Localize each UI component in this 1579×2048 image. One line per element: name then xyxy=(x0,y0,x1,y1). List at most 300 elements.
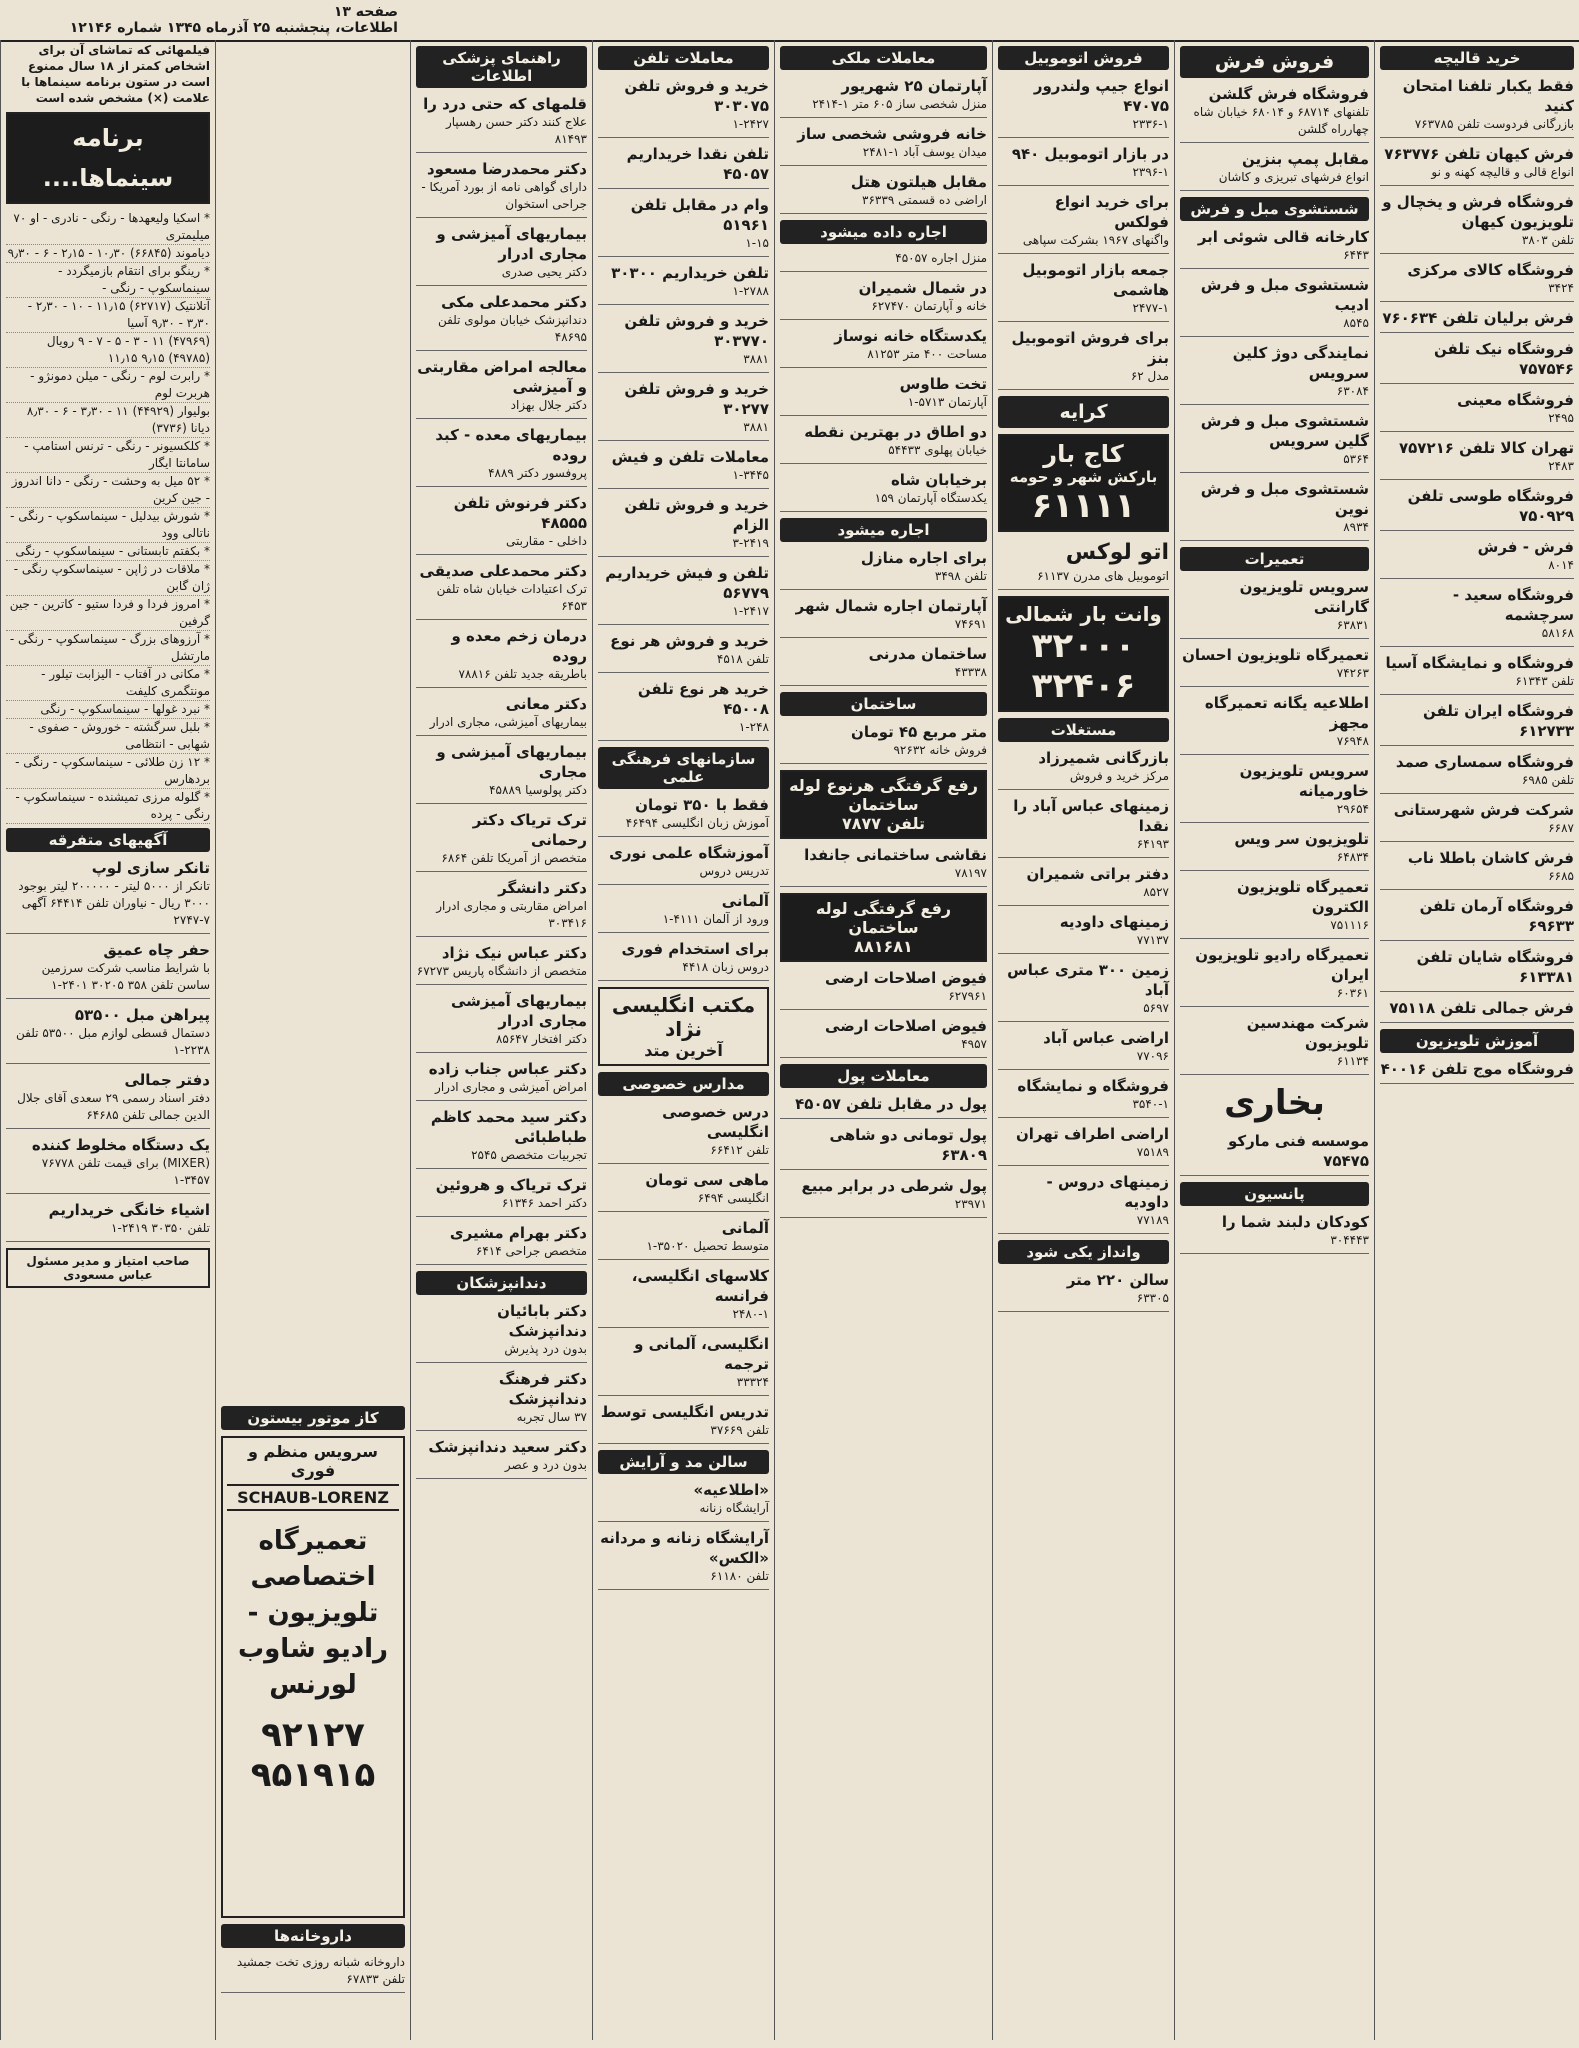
ad-title: آپارتمان ۲۵ شهریور xyxy=(841,77,987,95)
cinema-line: * ملاقات در ژاپن - سینماسکوپ رنگی - ژان گابن xyxy=(6,561,210,596)
classified-ad xyxy=(1380,537,1574,579)
ad-body: ۴۳۳۳۸ xyxy=(954,665,987,679)
ad-title: تعمیرگاه تلویزیون احسان xyxy=(1182,646,1369,664)
classified-ad xyxy=(998,144,1169,186)
ad-title: فرش برلیان تلفن ۷۶۰۶۳۴ xyxy=(1382,309,1574,327)
ad-title: برای اجاره منازل xyxy=(860,549,987,567)
ad-title: ماهی سی تومان xyxy=(645,1171,769,1189)
classified-ad xyxy=(1380,947,1574,992)
cinema-banner: برنامه سینماها.... xyxy=(6,112,210,204)
classified-ad xyxy=(416,1175,587,1217)
ad-title: دکتر عباس نیک نژاد xyxy=(441,944,587,962)
ad-title: خرید و فروش هر نوع xyxy=(610,632,769,650)
ad-title: فرش کیهان تلفن ۷۶۳۷۷۶ xyxy=(1384,145,1574,163)
ad-title: دفتر براتی شمیران xyxy=(1026,865,1169,883)
section-header: آموزش تلویزیون xyxy=(1380,1029,1574,1053)
ad-body: ۵۳۶۴ xyxy=(1343,452,1369,466)
ad-title: مکتب انگلیسی نژاد xyxy=(611,993,756,1041)
ad-body: ورود از آلمان ۴۱۱۱-۱ xyxy=(662,912,769,926)
classified-ad xyxy=(998,538,1169,590)
ad-body: دروس زبان ۴۴۱۸ xyxy=(682,960,769,974)
classified-ad xyxy=(416,694,587,736)
ad-body: بدون درد و عصر xyxy=(504,1458,587,1472)
classified-ad xyxy=(598,1402,769,1444)
ad-title: تدریس انگلیسی توسط xyxy=(600,1403,769,1421)
ad-body: تجربیات متخصص ۲۵۴۵ xyxy=(471,1148,587,1162)
ad-title: ساختمان مدرنی xyxy=(868,645,987,663)
ad-title: پول در مقابل تلفن ۴۵۰۵۷ xyxy=(795,1095,987,1113)
column-cinema xyxy=(0,40,215,2040)
ad-body: تلفن ۶۹۸۵ xyxy=(1521,773,1574,787)
column-phone-deals xyxy=(592,40,774,2040)
ad-body: ۷۶۹۴۸ xyxy=(1336,734,1369,748)
cinema-line: * گلوله مرزی تمیشنده - سینماسکوپ - رنگی - پرده xyxy=(6,789,210,824)
taxi-ad xyxy=(998,434,1169,532)
classified-ad xyxy=(416,1059,587,1101)
ad-body: خانه و آپارتمان ۶۲۷۴۷۰ xyxy=(871,299,987,313)
ad-body: آپارتمان ۵۷۱۳-۱ xyxy=(907,395,987,409)
ad-body: ۷۵۱۸۹ xyxy=(1136,1145,1169,1159)
cinema-line: * مکانی در آفتاب - الیزابت تیلور - مونتگمری کلیفت xyxy=(6,666,210,701)
ad-body: ۷۴۶۹۱ xyxy=(954,617,987,631)
classified-ad xyxy=(598,447,769,489)
ad-body: ۳۳۳۲۴ xyxy=(736,1375,769,1389)
ad-body: آخرین متد xyxy=(644,1041,723,1060)
classified-ad xyxy=(780,76,987,118)
classified-ad xyxy=(1180,645,1369,687)
section-header: شستشوی مبل و فرش xyxy=(1180,197,1369,221)
ad-body: ۱-۱۵ xyxy=(745,236,769,250)
ad-title: پول تومانی دو شاهی ۶۳۸۰۹ xyxy=(829,1126,987,1164)
ad-title: بیماریهای آمیزشی و مجاری ادرار xyxy=(436,225,587,263)
ad-title: زمین ۳۰۰ متری عباس آباد xyxy=(1007,961,1169,999)
section-header: معاملات ملکی xyxy=(780,46,987,70)
ad-body: ۵۸۱۶۸ xyxy=(1541,626,1574,640)
ad-body: ۲۹۶۵۴ xyxy=(1336,802,1369,816)
ad-title: دو اطاق در بهترین نقطه xyxy=(804,423,987,441)
ad-title: برای خرید انواع فولکس xyxy=(1054,193,1169,231)
ad-body: تلفن ۶۱۳۴۳ xyxy=(1515,674,1574,688)
classified-ad xyxy=(598,795,769,837)
ad-title: دکتر بابائیان دندانپزشک xyxy=(497,1302,587,1340)
ad-title: بیماریهای آمیزشی و مجاری xyxy=(436,743,587,781)
taxi-sub: بارکش شهر و حومه xyxy=(1009,468,1158,486)
classified-ad xyxy=(1380,144,1574,186)
classified-ad xyxy=(1180,149,1369,191)
ad-title: نمایندگی دوژ کلین سرویس xyxy=(1232,344,1369,382)
ad-title: یک دستگاه مخلوط کننده xyxy=(31,1136,210,1154)
ad-title: در شمال شمیران xyxy=(858,279,987,297)
ad-title: اشیاء خانگی خریداریم xyxy=(48,1201,210,1219)
classified-ad xyxy=(780,1176,987,1218)
taxi-phone: ۶۱۱۱۱ xyxy=(1031,486,1136,526)
classified-ad xyxy=(416,991,587,1053)
section-header: مستغلات xyxy=(998,718,1169,742)
ad-body: منزل شخصی ساز ۶۰۵ متر ۱-۲۴۱۴ xyxy=(812,97,987,111)
cinema-line: * بکفتم تابستانی - سینماسکوپ - رنگی xyxy=(6,543,210,561)
classified-ad xyxy=(1180,84,1369,143)
ad-title: دکتر معانی xyxy=(505,695,587,713)
section-header: آگهیهای متفرقه xyxy=(6,828,210,852)
classified-ad xyxy=(598,1528,769,1590)
ad-body: ۱-۳۴۴۵ xyxy=(732,468,769,482)
classified-ad xyxy=(598,495,769,557)
ad-body: مرکز خرید و فروش xyxy=(1069,769,1169,783)
classified-ad xyxy=(6,940,210,999)
ad-title: درمان زخم معده و روده xyxy=(451,627,587,665)
ad-title: خرید و فروش تلفن ۳۰۳۰۷۵ xyxy=(624,77,769,115)
ad-title: فروشگاه سمساری صمد xyxy=(1395,753,1574,771)
classified-ad xyxy=(416,878,587,937)
ad-title: مقابل پمپ بنزین xyxy=(1242,150,1369,168)
classified-ad xyxy=(998,1124,1169,1166)
ad-title: زمینهای عباس آباد را نقدا xyxy=(1013,797,1169,835)
classified-ad xyxy=(1380,998,1574,1023)
ad-title: زمینهای دروس - داودیه xyxy=(1046,1173,1169,1211)
section-header: ساختمان xyxy=(780,692,987,716)
ad-title: تعمیرگاه رادیو تلویزیون ایران xyxy=(1195,946,1369,984)
ad-body: دکتر احمد ۶۱۳۴۶ xyxy=(501,1196,587,1210)
ad-title: موسسه فنی مارکو ۷۵۴۷۵ xyxy=(1227,1132,1369,1170)
ad-title: زمینهای داودیه xyxy=(1059,913,1169,931)
phone-2: ۹۵۱۹۱۵ xyxy=(250,1755,376,1795)
classified-ad xyxy=(416,810,587,872)
ad-title: کلاسهای انگلیسی، فرانسه xyxy=(631,1267,769,1305)
ad-title: مقابل هیلتون هتل xyxy=(850,173,987,191)
ad-title: آلمانی xyxy=(721,892,769,910)
classified-ad xyxy=(780,278,987,320)
ad-title: فرش جمالی تلفن ۷۵۱۱۸ xyxy=(1389,999,1574,1017)
classified-ad xyxy=(598,631,769,673)
classified-ad xyxy=(416,742,587,804)
classified-ad xyxy=(780,644,987,686)
page-header xyxy=(0,0,1579,42)
ad-body: ۶۳۳۰۵ xyxy=(1136,1291,1169,1305)
ad-body: ۲۴۸۳ xyxy=(1548,459,1574,473)
ad-body: ترک اعتیادات خیابان شاه تلفن ۶۴۵۳ xyxy=(436,582,587,613)
ad-body: متوسط تحصیل ۳۵۰۲۰-۱ xyxy=(646,1239,769,1253)
ad-body: بیماریهای آمیزشی، مجاری ادرار xyxy=(429,715,587,729)
section-header: تعمیرات xyxy=(1180,547,1369,571)
classified-ad xyxy=(780,124,987,166)
ad-body: تلفن ۶۱۱۸۰ xyxy=(710,1569,769,1583)
classified-ad xyxy=(598,1102,769,1164)
classified-ad xyxy=(1180,945,1369,1007)
section-header: سازمانهای فرهنگی علمی xyxy=(598,747,769,789)
classified-ad xyxy=(416,561,587,620)
ad-body: ۶۴۸۳۴ xyxy=(1336,850,1369,864)
classified-ad xyxy=(1180,829,1369,871)
ad-title: تلفن خریداریم ۳۰۳۰۰ xyxy=(611,264,769,282)
ad-title: وام در مقابل تلفن ۵۱۹۶۱ xyxy=(630,196,769,234)
ad-body: آموزش زبان انگلیسی ۴۶۴۹۴ xyxy=(625,816,769,830)
classified-ad xyxy=(1380,585,1574,647)
ad-body: مدل ۶۲ xyxy=(1130,369,1169,383)
classified-ad xyxy=(1380,192,1574,254)
section-header: مدارس خصوصی xyxy=(598,1072,769,1096)
classified-ad xyxy=(598,1218,769,1260)
classified-ad xyxy=(598,76,769,138)
classified-ad xyxy=(1380,339,1574,384)
ad-body: دکتر یحیی صدری xyxy=(501,265,587,279)
van-phone-1: ۳۲۰۰۰ xyxy=(1031,626,1136,666)
classified-ad xyxy=(780,722,987,764)
classified-ad xyxy=(598,311,769,373)
ad-body: ۳۰۴۴۴۳ xyxy=(1330,1233,1369,1247)
classified-ad xyxy=(1180,877,1369,939)
ad-body: دکتر پولوسیا ۴۵۸۸۹ xyxy=(489,783,587,797)
ad-title: فروشگاه سعید - سرچشمه xyxy=(1452,586,1574,624)
classified-ad xyxy=(780,422,987,464)
ad-title: در بازار اتوموبیل ۹۴۰ xyxy=(1011,145,1169,163)
ad-body: ۶۴۴۳ xyxy=(1343,248,1369,262)
ad-body: ۳۸۸۱ xyxy=(743,352,769,366)
ad-title: فروشگاه ایران تلفن ۶۱۲۷۳۳ xyxy=(1423,702,1574,740)
ad-body: تلفنهای ۶۸۷۱۴ و ۶۸۰۱۴ خیابان شاه چهارراه گلشن xyxy=(1193,105,1369,136)
classified-ad xyxy=(598,843,769,885)
ad-title: آپارتمان اجاره شمال شهر xyxy=(795,597,987,615)
ad-body: ۷۵۱۱۱۶ xyxy=(1330,918,1369,932)
classified-ad xyxy=(1180,1131,1369,1176)
ad-body: دارای گواهی نامه از بورد آمریکا - جراحی استخوان xyxy=(421,180,587,211)
classified-ad xyxy=(1180,761,1369,823)
ad-body: مساحت ۴۰۰ متر ۸۱۲۵۳ xyxy=(867,347,987,361)
ad-title: درس خصوصی انگلیسی xyxy=(662,1103,769,1141)
ad-body: ۳۴۲۴ xyxy=(1548,281,1574,295)
cinema-line: * اسکیا ولیعهدها - رنگی - نادری - او ۷۰ میلیمتری xyxy=(6,210,210,245)
cinema-line: * نبرد غولها - سینماسکوپ - رنگی xyxy=(6,701,210,719)
section-header: اجاره میشود xyxy=(780,518,987,542)
age-notice: فیلمهائی که تماشای آن برای اشخاص کمتر از ۱۸ سال ممنوع است در ستون برنامه سینماها با علامت (×) مشخص شده است xyxy=(21,43,210,105)
ad-title: فقط یکبار تلفنا امتحان کنید xyxy=(1402,77,1574,115)
cinema-line: * رابرت لوم - رنگی - میلن دمونژو - هربرت لوم xyxy=(6,368,210,403)
classified-ad xyxy=(780,596,987,638)
ad-title: فروشگاه موج تلفن ۴۰۰۱۶ xyxy=(1380,1060,1574,1078)
ad-title: سرویس تلویزیون گارانتی xyxy=(1239,578,1369,616)
ad-body: تلفن ۳۸۰۳ xyxy=(1521,233,1574,247)
ad-title: دکتر محمدعلی صدیقی xyxy=(419,562,587,580)
ad-body: واگنهای ۱۹۶۷ بشرکت سپاهی xyxy=(1022,233,1169,247)
ad-body: ۶۳۸۳۱ xyxy=(1336,618,1369,632)
ad-title: فیوض اصلاحات ارضی xyxy=(825,969,987,987)
ad-title: تهران کالا تلفن ۷۵۷۲۱۶ xyxy=(1399,439,1574,457)
ad-body: ۷۷۱۸۹ xyxy=(1136,1213,1169,1227)
ad-title: آرایشگاه زنانه و مردانه «الکس» xyxy=(600,1529,769,1567)
ad-title: دکتر سید محمد کاظم طباطبائی xyxy=(430,1108,587,1146)
classified-ad xyxy=(598,891,769,933)
classified-ad xyxy=(598,263,769,305)
ad-body: ۶۶۸۵ xyxy=(1548,869,1574,883)
pharmacy-ad: داروخانه شبانه روزی تخت جمشید تلفن ۶۷۸۳۳ xyxy=(221,1954,405,1993)
ad-body: داخلی - مقاربتی xyxy=(506,534,587,548)
ad-body: ۲۳۹۷۱ xyxy=(954,1197,987,1211)
ad-title: آموزشگاه علمی نوری xyxy=(609,844,769,862)
classified-ad xyxy=(416,94,587,153)
section-header: وانداز یکی شود xyxy=(998,1240,1169,1264)
section-header: کاز موتور بیستون xyxy=(221,1406,405,1430)
issue-line: اطلاعات، پنجشنبه ۲۵ آذرماه ۱۳۴۵ شماره ۱۲۱۴۶ xyxy=(69,20,398,36)
ad-body: دکتر افتخار ۸۵۶۴۷ xyxy=(495,1032,587,1046)
ad-title: فروشگاه و نمایشگاه آسیا xyxy=(1385,654,1574,672)
van-label: وانت بار شمالی xyxy=(1005,602,1162,626)
classified-ad xyxy=(598,1334,769,1396)
ad-title: سرویس تلویزیون خاورمیانه xyxy=(1239,762,1369,800)
classified-ad xyxy=(6,1070,210,1129)
ad-body: علاج کنند دکتر حسن رهسپار ۸۱۴۹۳ xyxy=(445,115,587,146)
ad-body: میدان یوسف آباد ۱-۲۴۸۱ xyxy=(862,145,987,159)
ad-title: حفر چاه عمیق xyxy=(103,941,210,959)
section-header: راهنمای پزشکی اطلاعات xyxy=(416,46,587,88)
ad-body: ۶۰۳۶۱ xyxy=(1336,986,1369,1000)
ad-body: (MIXER) برای قیمت تلفن ۷۶۷۷۸ ۳۴۵۷-۱ xyxy=(41,1156,210,1187)
schaub-lorenz-ad xyxy=(221,1436,405,1918)
ad-body: ۸۹۳۴ xyxy=(1343,520,1369,534)
ad-body: ۱-۲۴۱۷ xyxy=(732,604,769,618)
classified-ad xyxy=(1380,76,1574,138)
ad-title: شستشوی مبل و فرش ادیب xyxy=(1200,276,1369,314)
classified-ad xyxy=(1180,1013,1369,1075)
classified-ad xyxy=(416,425,587,487)
ad-title: اراضی عباس آباد xyxy=(1043,1029,1169,1047)
ad-body: ۲۴۹۵ xyxy=(1548,411,1574,425)
column-real-estate xyxy=(774,40,992,2040)
ad-title: بیماریهای آمیزشی مجاری ادرار xyxy=(450,992,587,1030)
classified-ad xyxy=(598,144,769,189)
section-header: معاملات پول xyxy=(780,1064,987,1088)
classified-ad xyxy=(416,493,587,555)
classified-ad xyxy=(780,893,987,962)
ad-body: ۵۶۹۷ xyxy=(1143,1001,1169,1015)
ad-body: ۱-۲۴۲۷ xyxy=(732,117,769,131)
classified-ad xyxy=(1380,896,1574,941)
ad-body: منزل اجاره ۴۵۰۵۷ xyxy=(895,251,987,265)
ad-title: یکدستگاه خانه نوساز xyxy=(834,327,987,345)
van-ad xyxy=(998,596,1169,712)
classified-ad xyxy=(1180,479,1369,541)
ad-title: فروشگاه فرش گلشن xyxy=(1208,85,1369,103)
column-carpets-repairs xyxy=(1174,40,1374,2040)
page-info xyxy=(8,4,398,36)
classified-ad xyxy=(416,626,587,688)
classified-ad xyxy=(780,326,987,368)
classified-ad xyxy=(780,845,987,887)
brand-logo: SCHAUB-LORENZ xyxy=(227,1484,399,1511)
ad-body: ۳۵۴۰-۱ xyxy=(1132,1097,1169,1111)
classified-ad xyxy=(416,357,587,419)
classified-ad xyxy=(598,379,769,441)
ad-title: بیماریهای معده - کبد روده xyxy=(435,426,587,464)
classified-ad xyxy=(1180,693,1369,755)
classified-ad xyxy=(1380,260,1574,302)
ad-title: کودکان دلبند شما را xyxy=(1221,1213,1369,1231)
classified-ad xyxy=(416,159,587,218)
section-header: دندانپزشکان xyxy=(416,1271,587,1295)
column-medical xyxy=(410,40,592,2040)
ad-body: با شرایط مناسب شرکت سرزمین ساسن تلفن ۳۵۸ ۳۰۲۰۵ ۲۴۰۱-۱ xyxy=(41,961,210,992)
ad-title: پیراهن مبل ۵۳۵۰۰ xyxy=(74,1006,210,1024)
ad-body: ۳-۲۴۱۹ xyxy=(732,536,769,550)
classified-ad xyxy=(598,987,769,1066)
ad-title: برای فروش اتوموبیل بنز xyxy=(1011,329,1169,367)
classified-ad xyxy=(998,1172,1169,1234)
classified-ad xyxy=(598,679,769,741)
ad-body: ۷۷۰۹۶ xyxy=(1136,1049,1169,1063)
classified-ad xyxy=(1380,486,1574,531)
classified-ad xyxy=(416,1301,587,1363)
classified-ad xyxy=(598,563,769,625)
ad-title: فرش کاشان باطلا ناب xyxy=(1407,849,1574,867)
ad-title: «اطلاعیه» xyxy=(693,1481,769,1499)
classified-ad xyxy=(6,858,210,934)
classified-ad xyxy=(780,1016,987,1058)
classified-ad xyxy=(1180,411,1369,473)
section-header: خرید قالیچه xyxy=(1380,46,1574,70)
section-header: پانسیون xyxy=(1180,1182,1369,1206)
ad-title: فرش - فرش xyxy=(1477,538,1574,556)
ad-title: فیوض اصلاحات ارضی xyxy=(825,1017,987,1035)
ad-title: آلمانی xyxy=(721,1219,769,1237)
ad-title: خرید هر نوع تلفن ۴۵۰۰۸ xyxy=(637,680,769,718)
classified-ad xyxy=(416,224,587,286)
ad-title: تخت طاوس xyxy=(899,375,987,393)
classified-ad xyxy=(998,960,1169,1022)
cinema-line: * کلکسیونر - رنگی - ترنس استامپ - سامانتا ایگار xyxy=(6,438,210,473)
ad-title: تانکر سازی لوپ xyxy=(91,859,210,877)
ad-body: تلفن ۴۵۱۸ xyxy=(716,652,769,666)
ad-body: تلفن ۳۰۳۵۰ ۲۴۱۹-۱ xyxy=(111,1221,210,1235)
ad-title: تعمیرگاه تلویزیون الکترون xyxy=(1236,878,1369,916)
classified-ad xyxy=(598,939,769,981)
classified-ad xyxy=(1380,653,1574,695)
classified-ad xyxy=(1380,752,1574,794)
classified-ad xyxy=(1180,227,1369,269)
ad-body: ۶۴۱۹۳ xyxy=(1136,837,1169,851)
ad-body: ۷۴۲۶۳ xyxy=(1336,666,1369,680)
ad-title: فروشگاه آرمان تلفن ۶۹۶۳۳ xyxy=(1419,897,1574,935)
column-ads-2 xyxy=(215,40,410,2040)
classified-ad xyxy=(6,1135,210,1194)
cinema-line: * رینگو برای انتقام بازمیگردد - سینماسکوپ - رنگی - xyxy=(6,263,210,298)
classified-ad xyxy=(1180,275,1369,337)
ad-body: ۶۳۰۸۴ xyxy=(1336,384,1369,398)
classified-ad xyxy=(1380,800,1574,842)
classified-ad xyxy=(998,912,1169,954)
ad-title: پول شرطی در برابر مبیع xyxy=(801,1177,987,1195)
ad-body: پروفسور دکتر ۴۸۸۹ xyxy=(488,466,587,480)
ad-title: دکتر عباس جناب زاده xyxy=(428,1060,587,1078)
section-header: فروش فرش xyxy=(1180,46,1369,78)
ad-title: بازرگانی شمیرزاد xyxy=(1038,749,1169,767)
classified-ad xyxy=(598,1266,769,1328)
cinema-line: * آرزوهای بزرگ - سینماسکوپ - رنگی - مارتشل xyxy=(6,631,210,666)
ad-title: خرید و فروش تلفن ۳۰۲۷۷ xyxy=(624,380,769,418)
ad-body: انگلیسی ۶۴۹۴ xyxy=(697,1191,769,1205)
classified-ad xyxy=(6,1200,210,1242)
ad-title: فروشگاه و نمایشگاه xyxy=(1017,1077,1169,1095)
ad-body: ۸۸۱۶۸۱ xyxy=(854,937,913,956)
ad-body: خیابان پهلوی ۵۴۴۳۳ xyxy=(888,443,987,457)
classified-ad xyxy=(1380,438,1574,480)
ad-body: آرایشگاه زنانه xyxy=(699,1501,769,1515)
phone-1: ۹۲۱۲۷ xyxy=(261,1715,365,1755)
van-phone-2: ۳۲۴۰۶ xyxy=(1031,666,1136,706)
section-header: معاملات تلفن xyxy=(598,46,769,70)
ad-title: شرکت مهندسین تلویزیون xyxy=(1246,1014,1369,1052)
heater-heading: بخاری xyxy=(1224,1083,1325,1123)
ad-title: فروشگاه شایان تلفن ۶۱۳۳۸۱ xyxy=(1416,948,1574,986)
classified-ad xyxy=(598,1480,769,1522)
ad-title: دکتر محمدرضا مسعود xyxy=(426,160,587,178)
